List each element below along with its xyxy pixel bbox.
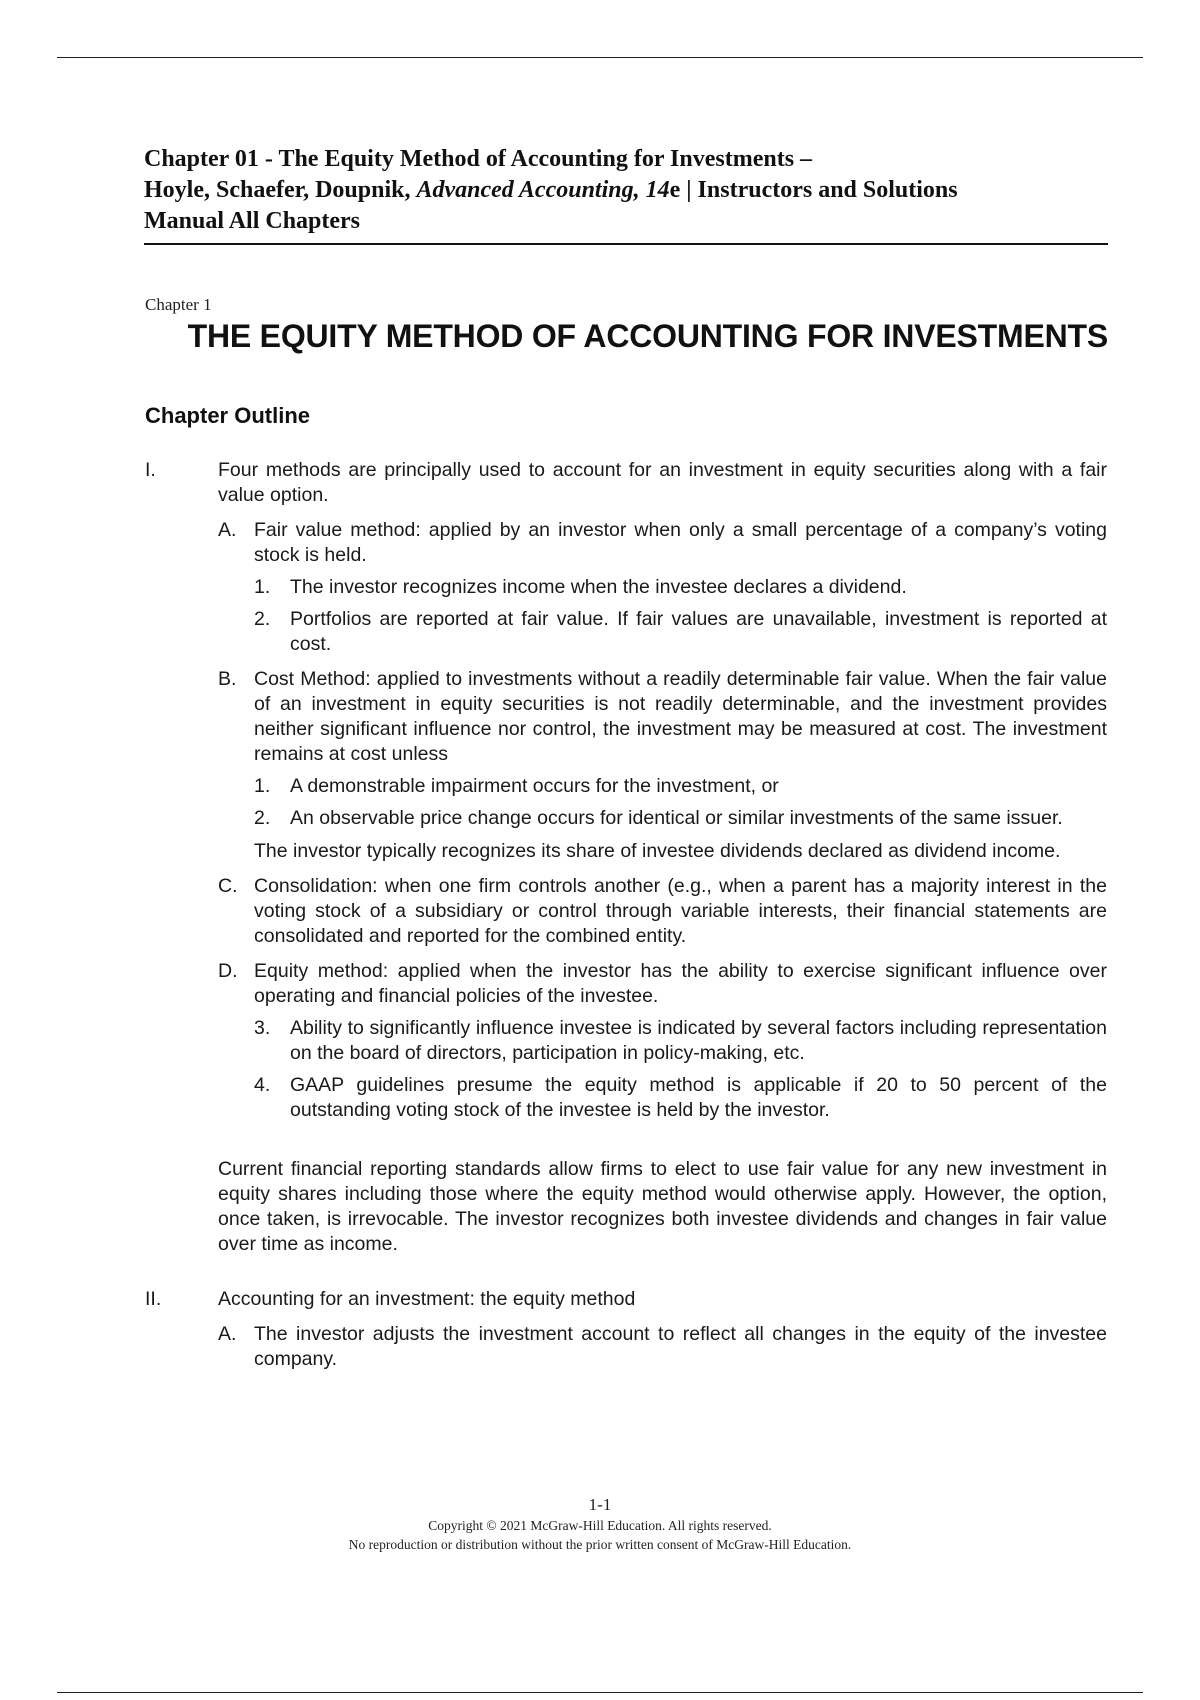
page-number: 1-1 <box>588 1495 612 1514</box>
subitem-marker: 1. <box>254 775 271 797</box>
outline-item-a <box>218 518 1107 657</box>
subitem-text: An observable price change occurs for identical or similar investments of the same issuer. <box>290 807 1063 829</box>
outline-heading: Chapter Outline <box>145 403 311 428</box>
chapter-label: Chapter 1 <box>145 295 212 314</box>
item-marker: D. <box>218 960 238 982</box>
top-divider <box>57 57 1143 58</box>
header-authors: Hoyle, Schaefer, Doupnik, <box>144 177 417 203</box>
header-book-title: Advanced Accounting, 14 <box>416 177 670 203</box>
item-marker: B. <box>218 668 237 690</box>
item-marker: A. <box>218 519 237 541</box>
outline-subitem <box>254 607 1107 657</box>
item-text: The investor adjusts the investment account to reflect all changes in the equity of the investee company. <box>254 1323 1107 1370</box>
outline-content <box>145 458 1107 1372</box>
subitem-text: GAAP guidelines presume the equity method is applicable if 20 to 50 percent of the outstanding voting stock of the investee is held by the investor. <box>290 1074 1107 1121</box>
copyright-notice: Copyright © 2021 McGraw-Hill Education. All rights reserved. <box>428 1518 772 1533</box>
section-numeral: II. <box>145 1288 162 1310</box>
item-text: Cost Method: applied to investments without a readily determinable fair value. When the fair value of an investment in equity securities is not readily determinable, and the investment provides neither significant influence nor control, the investment may be measured at cost. The investment remains at cost unless <box>254 668 1107 765</box>
page-title: THE EQUITY METHOD OF ACCOUNTING FOR INVESTMENTS <box>187 318 1108 354</box>
subitem-marker: 2. <box>254 608 271 630</box>
subitem-marker: 2. <box>254 807 271 829</box>
outline-subitem <box>254 806 1107 831</box>
header-line-1: Chapter 01 - The Equity Method of Accounting for Investments – <box>144 146 813 172</box>
item-marker: A. <box>218 1323 237 1345</box>
item-text: Fair value method: applied by an investor when only a small percentage of a company’s voting stock is held. <box>254 519 1107 566</box>
header-line-3: Manual All Chapters <box>144 208 361 234</box>
outline-subitem <box>254 575 1107 600</box>
header-edition: e | Instructors and Solutions <box>669 177 958 203</box>
subitem-marker: 3. <box>254 1017 271 1039</box>
outline-item-b <box>218 667 1107 864</box>
outline-section-1 <box>145 458 1107 1257</box>
section-text: Accounting for an investment: the equity method <box>218 1288 636 1310</box>
page-footer <box>0 1494 1200 1554</box>
item-text: Equity method: applied when the investor has the ability to exercise significant influence over operating and financial policies of the investee. <box>254 960 1107 1007</box>
item-note: The investor typically recognizes its share of investee dividends declared as dividend income. <box>254 840 1061 862</box>
header-line-2 <box>144 175 1108 206</box>
subitem-text: Ability to significantly influence investee is indicated by several factors including representation on the board of directors, participation in policy-making, etc. <box>290 1017 1107 1064</box>
reproduction-notice: No reproduction or distribution without the prior written consent of McGraw-Hill Education. <box>348 1537 852 1552</box>
document-header <box>144 144 1108 245</box>
outline-subitem <box>254 1016 1107 1066</box>
subitem-text: The investor recognizes income when the investee declares a dividend. <box>290 576 907 598</box>
subitem-text: Portfolios are reported at fair value. If fair values are unavailable, investment is reported at cost. <box>290 608 1107 655</box>
subitem-marker: 4. <box>254 1074 271 1096</box>
section-text: Four methods are principally used to account for an investment in equity securities along with a fair value option. <box>218 459 1107 506</box>
item-text: Consolidation: when one firm controls another (e.g., when a parent has a majority interest in the voting stock of a subsidiary or control through variable interests, their financial statements are consolidated and reported for the combined entity. <box>254 875 1107 947</box>
section-numeral: I. <box>145 459 156 481</box>
fair-value-paragraph: Current financial reporting standards allow firms to elect to use fair value for any new investment in equity shares including those where the equity method would otherwise apply. However, the option, once taken, is irrevocable. The investor recognizes both investee dividends and changes in fair value over time as income. <box>218 1158 1107 1255</box>
outline-subitem <box>254 1073 1107 1123</box>
item-marker: C. <box>218 875 238 897</box>
outline-item-a <box>218 1322 1107 1372</box>
outline-item-c <box>218 874 1107 949</box>
outline-item-d <box>218 959 1107 1123</box>
subitem-marker: 1. <box>254 576 271 598</box>
outline-subitem <box>254 774 1107 799</box>
outline-section-2 <box>145 1287 1107 1372</box>
bottom-divider <box>57 1692 1143 1693</box>
subitem-text: A demonstrable impairment occurs for the investment, or <box>290 775 779 797</box>
